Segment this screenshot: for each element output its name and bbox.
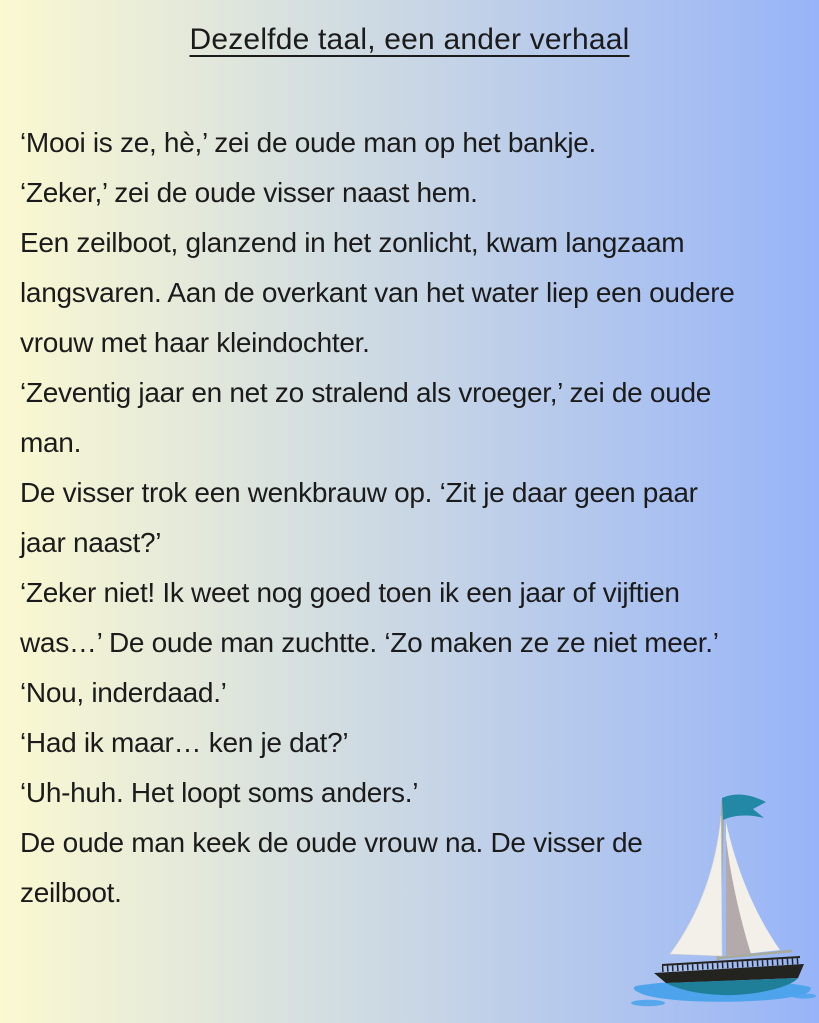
story-line: Een zeilboot, glanzend in het zonlicht, kwam langzaam [20, 227, 685, 258]
story-line: ‘Zeker niet! Ik weet nog goed toen ik een jaar of vijftien [20, 577, 680, 608]
story-line: langsvaren. Aan de overkant van het water liep een oudere [20, 277, 735, 308]
story-line: ‘Nou, inderdaad.’ [20, 677, 227, 708]
flag-icon [722, 795, 766, 820]
story-line: De oude man keek de oude vrouw na. De visser de [20, 827, 643, 858]
main-sail [726, 822, 780, 956]
story-line: ‘Mooi is ze, hè,’ zei de oude man op het bankje. [20, 127, 597, 158]
story-line: vrouw met haar kleindochter. [20, 327, 370, 358]
jib-sail [670, 816, 722, 956]
story-line: ‘Zeventig jaar en net zo stralend als vroeger,’ zei de oude [20, 377, 712, 408]
story-line: zeilboot. [20, 877, 122, 908]
story-line: ‘Uh-huh. Het loopt soms anders.’ [20, 777, 419, 808]
story-line: was…’ De oude man zuchtte. ‘Zo maken ze ze niet meer.’ [20, 627, 719, 658]
story-line: ‘Zeker,’ zei de oude visser naast hem. [20, 177, 478, 208]
page-title: Dezelfde taal, een ander verhaal [189, 23, 630, 56]
story-line: man. [20, 427, 82, 458]
story-line: ‘Had ik maar… ken je dat?’ [20, 727, 349, 758]
story-line: jaar naast?’ [20, 527, 162, 558]
story-line: De visser trok een wenkbrauw op. ‘Zit je daar geen paar [20, 477, 698, 508]
sailboat-illustration [620, 788, 819, 1023]
